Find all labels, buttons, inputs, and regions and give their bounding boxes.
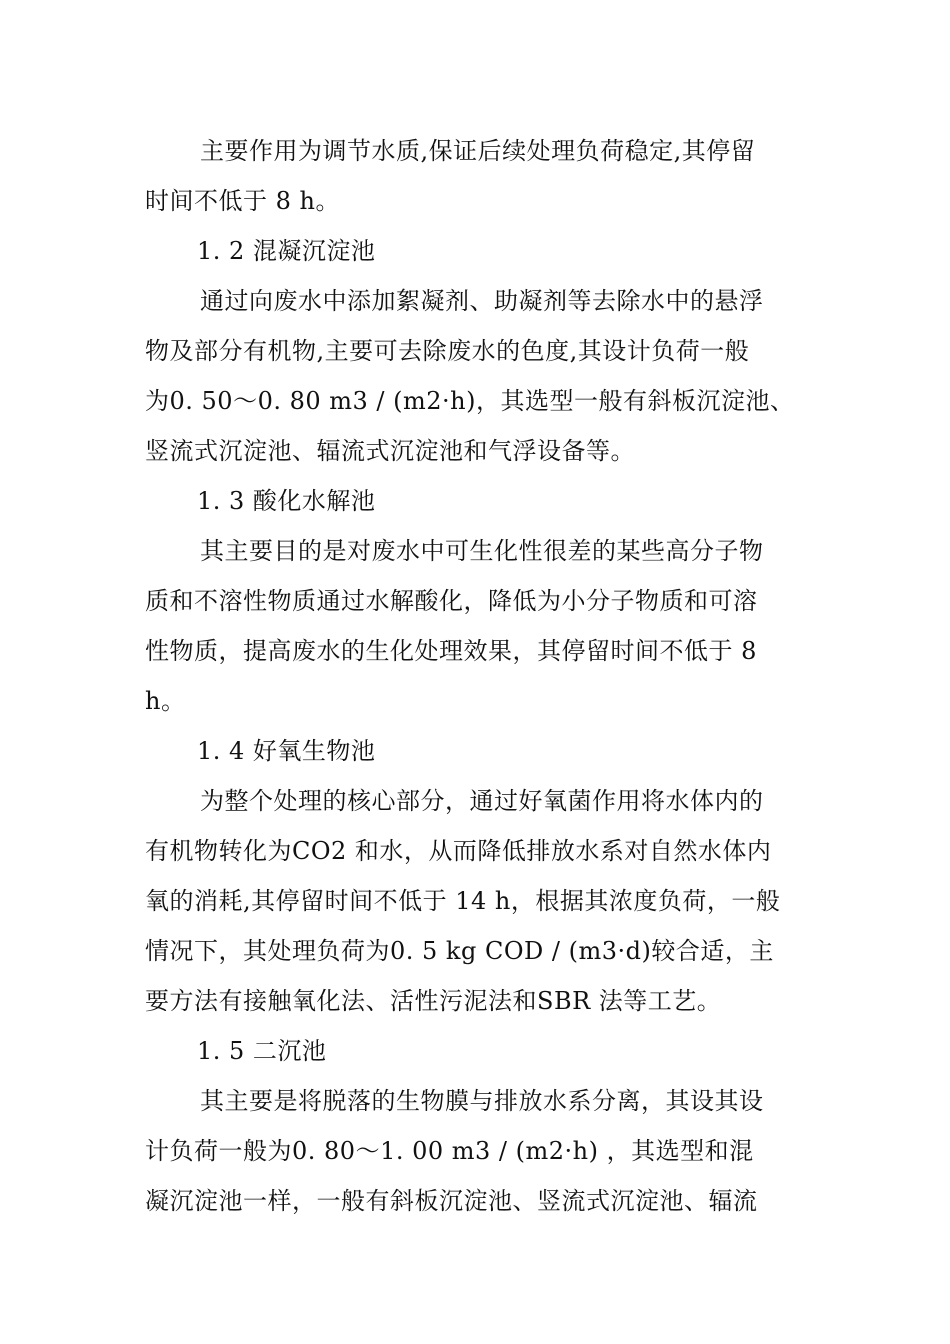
section-heading: 1. 2 混凝沉淀池 [197, 237, 376, 265]
paragraph-line: 要方法有接触氧化法、活性污泥法和SBR 法等工艺。 [145, 987, 722, 1015]
paragraph-line: 情况下，其处理负荷为0. 5 kg COD / (m3·d)较合适，主 [145, 937, 774, 965]
paragraph-line: 其主要是将脱落的生物膜与排放水系分离，其设其设 [200, 1087, 764, 1115]
paragraph-line: 物及部分有机物,主要可去除废水的色度,其设计负荷一般 [145, 337, 750, 365]
paragraph-line: 为整个处理的核心部分，通过好氧菌作用将水体内的 [200, 787, 764, 815]
paragraph-line: 凝沉淀池一样，一般有斜板沉淀池、竖流式沉淀池、辐流 [145, 1187, 758, 1215]
paragraph-line: 主要作用为调节水质,保证后续处理负荷稳定,其停留 [200, 137, 756, 165]
paragraph-line: 氧的消耗,其停留时间不低于 14 h，根据其浓度负荷，一般 [145, 887, 781, 915]
section-heading: 1. 3 酸化水解池 [197, 487, 376, 515]
paragraph-line: 有机物转化为CO2 和水，从而降低排放水系对自然水体内 [145, 837, 772, 865]
paragraph-line: 计负荷一般为0. 80～1. 00 m3 / (m2·h) ，其选型和混 [145, 1137, 754, 1165]
paragraph-line: 通过向废水中添加絮凝剂、助凝剂等去除水中的悬浮 [200, 287, 764, 315]
paragraph-line: 质和不溶性物质通过水解酸化，降低为小分子物质和可溶 [145, 587, 758, 615]
paragraph-line: 性物质，提高废水的生化处理效果，其停留时间不低于 8 [145, 637, 757, 665]
paragraph-line: h。 [145, 687, 186, 715]
paragraph-line: 其主要目的是对废水中可生化性很差的某些高分子物 [200, 537, 764, 565]
paragraph-line: 竖流式沉淀池、辐流式沉淀池和气浮设备等。 [145, 437, 635, 465]
paragraph-line: 时间不低于 8 h。 [145, 187, 340, 215]
paragraph-line: 为0. 50～0. 80 m3 / (m2·h)，其选型一般有斜板沉淀池、 [145, 387, 795, 415]
section-heading: 1. 4 好氧生物池 [197, 737, 376, 765]
section-heading: 1. 5 二沉池 [197, 1037, 327, 1065]
